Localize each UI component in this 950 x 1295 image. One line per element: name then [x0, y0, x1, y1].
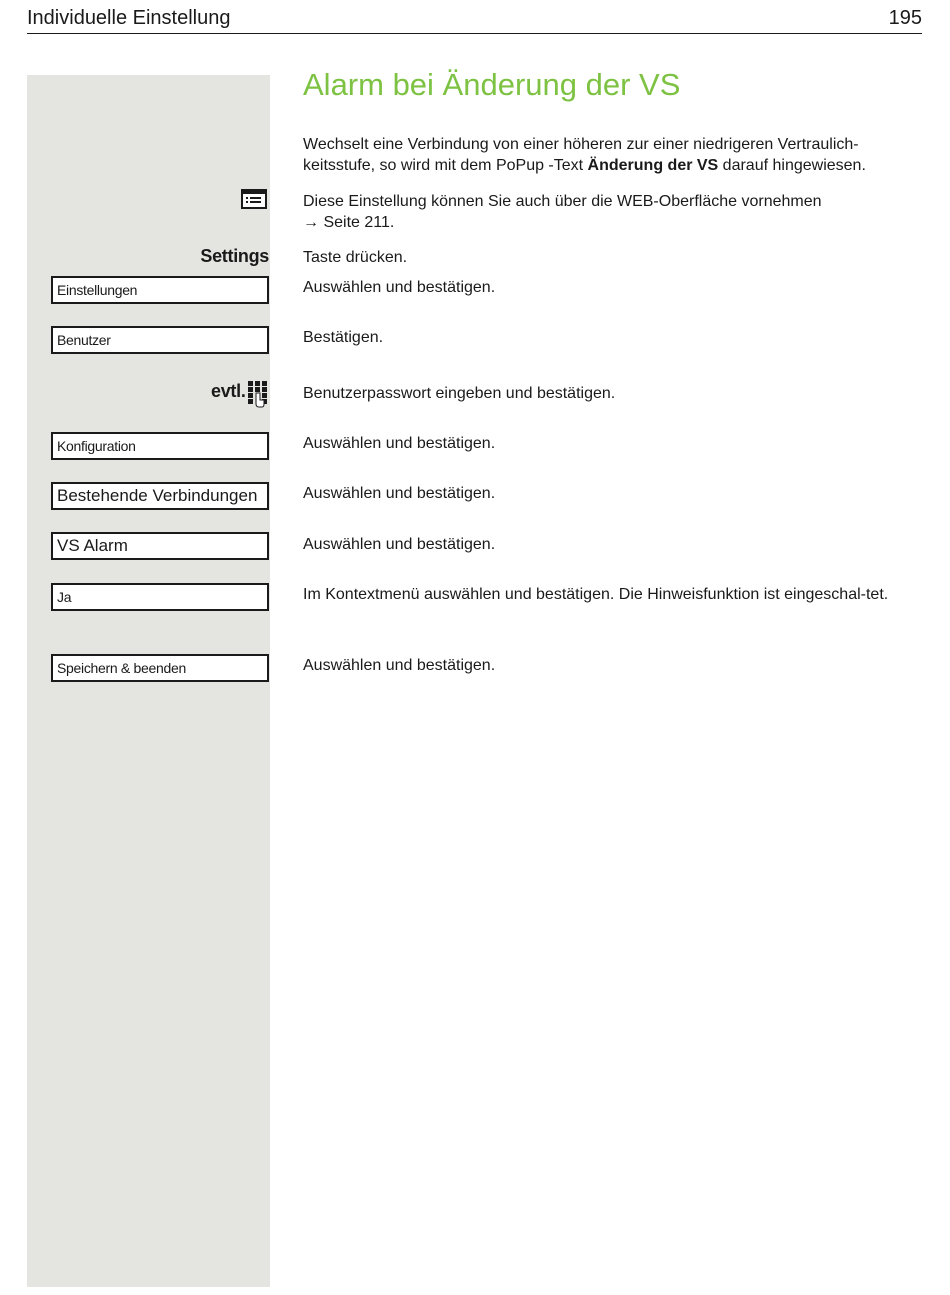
step-auswaehlen-3: Auswählen und bestätigen. — [303, 485, 496, 502]
web-note-link[interactable]: → Seite 211. — [303, 214, 395, 231]
page-title: Alarm bei Änderung der VS — [303, 67, 681, 102]
menu-item-konfiguration[interactable]: Konfiguration — [51, 432, 269, 460]
intro-text-1: Wechselt eine Verbindung von einer höheren zur einer niedrigeren Vertraulich-keitsstufe, so wird mit dem PoPup -Text — [303, 136, 859, 174]
step-kontext: Im Kontextmenü auswählen und bestätigen. Die Hinweisfunktion ist eingeschal-tet. — [303, 586, 889, 603]
menu-item-vs-alarm[interactable]: VS Alarm — [51, 532, 269, 560]
intro-bold: Änderung der VS — [587, 157, 719, 174]
keypad-icon[interactable] — [247, 380, 269, 408]
page-number: 195 — [888, 7, 922, 29]
web-note-line1: Diese Einstellung können Sie auch über die WEB-Oberfläche vornehmen — [303, 193, 822, 210]
step-auswaehlen-2: Auswählen und bestätigen. — [303, 435, 496, 452]
settings-softkey[interactable]: Settings — [200, 246, 269, 266]
step-auswaehlen-4: Auswählen und bestätigen. — [303, 536, 496, 553]
evtl-label: evtl. — [211, 381, 246, 401]
menu-item-einstellungen[interactable]: Einstellungen — [51, 276, 269, 304]
intro-text-2: darauf hingewiesen. — [718, 157, 866, 174]
menu-item-bestehende-verbindungen[interactable]: Bestehende Verbindungen — [51, 482, 269, 510]
menu-item-benutzer[interactable]: Benutzer — [51, 326, 269, 354]
header-divider — [27, 33, 922, 34]
menu-key-icon — [241, 189, 267, 209]
web-note — [303, 191, 928, 233]
step-auswaehlen-1: Auswählen und bestätigen. — [303, 279, 496, 296]
menu-item-ja[interactable]: Ja — [51, 583, 269, 611]
step-bestaetigen: Bestätigen. — [303, 329, 384, 346]
intro-paragraph — [303, 134, 928, 176]
step-passwort: Benutzerpasswort eingeben und bestätigen. — [303, 385, 616, 402]
section-title: Individuelle Einstellung — [27, 7, 231, 29]
step-auswaehlen-5: Auswählen und bestätigen. — [303, 657, 496, 674]
menu-item-speichern-beenden[interactable]: Speichern & beenden — [51, 654, 269, 682]
step-taste: Taste drücken. — [303, 249, 408, 266]
